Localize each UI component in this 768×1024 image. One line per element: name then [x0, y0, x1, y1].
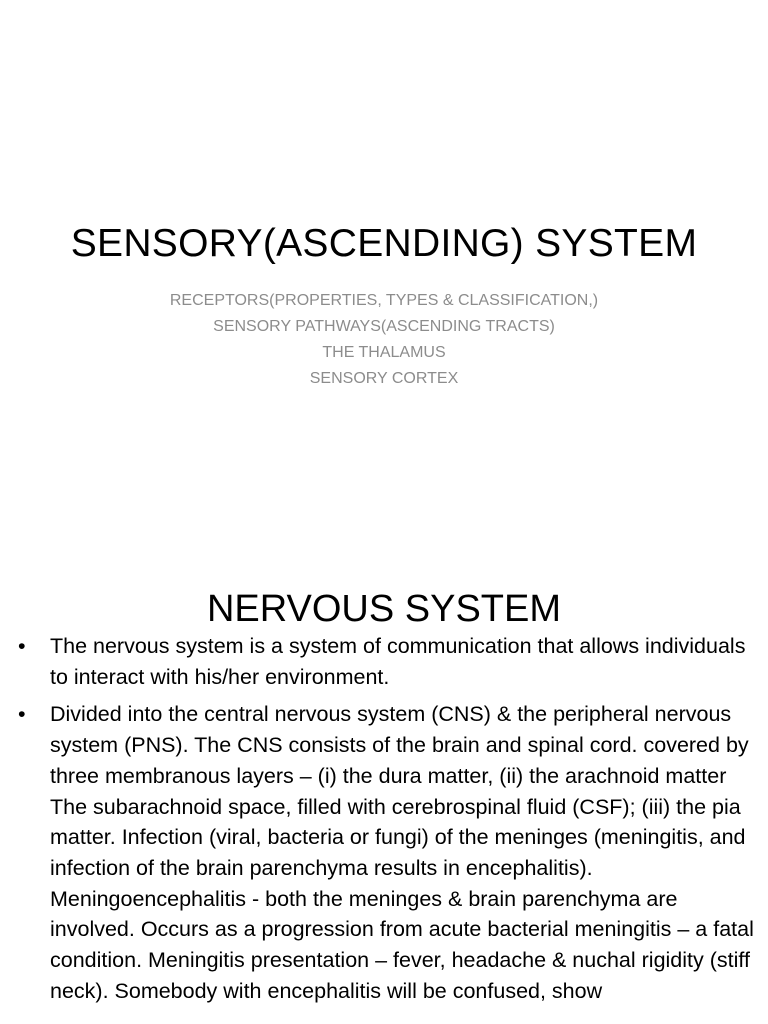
bullet-icon: •: [18, 702, 26, 727]
bullet-list: [18, 631, 758, 1013]
slide-subtitle: [0, 288, 768, 392]
subtitle-line: THE THALAMUS: [322, 344, 446, 361]
bullet-text: Divided into the central nervous system (CNS) & the peripheral nervous system (PNS). The CNS consists of the brain and spinal cord. covered by three membranous layers – (i) the dura matter, (ii) the arachnoid matter The subarachnoid space, filled with cerebrospinal fluid (CSF); (iii) the pia matter. Infection (viral, bacteria or fungi) of the meninges (meningitis, and infection of the brain parenchyma results in encephalitis). Meningoencephalitis - both the meninges & brain parenchyma are involved. Occurs as a progression from acute bacterial meningitis – a fatal condition. Meningitis presentation – fever, headache & nuchal rigidity (stiff neck). Somebody with encephalitis will be confused, show: [50, 702, 754, 1003]
bullet-item: [18, 699, 758, 1006]
slide-title: NERVOUS SYSTEM: [206, 588, 562, 630]
subtitle-line: SENSORY PATHWAYS(ASCENDING TRACTS): [213, 318, 555, 335]
bullet-item: [18, 631, 758, 692]
slide-title: SENSORY(ASCENDING) SYSTEM: [70, 222, 698, 265]
bullet-text: The nervous system is a system of communication that allows individuals to interact with his/her environment.: [50, 634, 746, 689]
subtitle-line: RECEPTORS(PROPERTIES, TYPES & CLASSIFICATION,): [169, 292, 599, 309]
content-slide: [0, 576, 768, 1024]
bullet-icon: •: [18, 634, 26, 658]
subtitle-line: SENSORY CORTEX: [309, 370, 459, 387]
